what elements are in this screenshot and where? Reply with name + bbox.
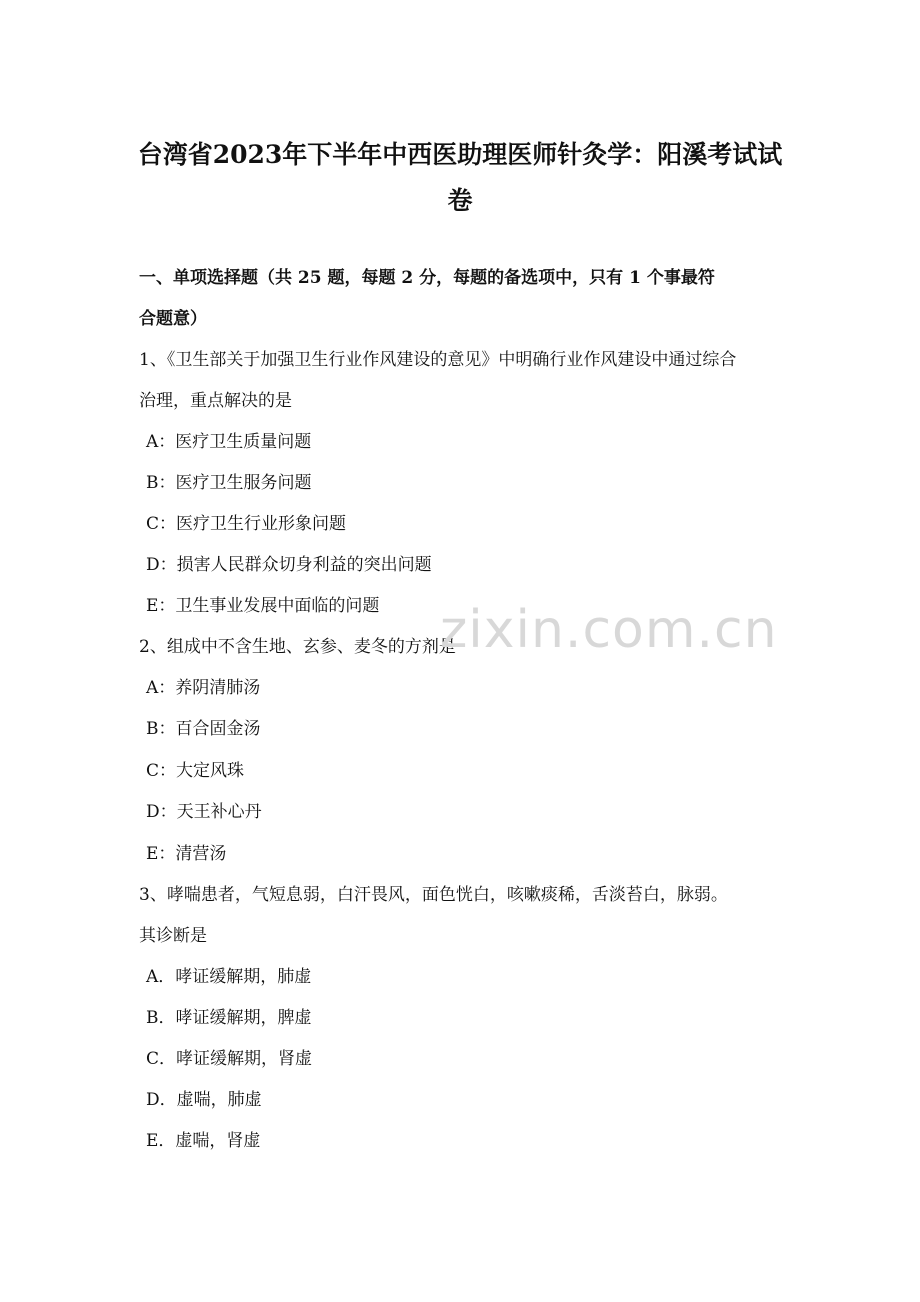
question-3-option-b: B．哮证缓解期，脾虚	[146, 1008, 312, 1028]
question-3-option-d: D．虚喘，肺虚	[146, 1090, 262, 1110]
question-1-option-b: B：医疗卫生服务问题	[146, 473, 312, 493]
section-heading-line-1: 一、单项选择题（共 25 题，每题 2 分，每题的备选项中，只有 1 个事最符	[139, 268, 715, 288]
document-title	[120, 136, 800, 220]
question-1-option-a: A：医疗卫生质量问题	[146, 432, 312, 452]
question-1-option-c: C：医疗卫生行业形象问题	[146, 514, 347, 534]
question-1-option-d: D：损害人民群众切身利益的突出问题	[146, 555, 432, 575]
question-2-option-d: D：天王补心丹	[146, 802, 262, 822]
title-line-1: 台湾省2023年下半年中西医助理医师针灸学：阳溪考试试	[137, 140, 783, 169]
question-3-option-c: C．哮证缓解期，肾虚	[146, 1049, 313, 1069]
question-1-option-e: E：卫生事业发展中面临的问题	[146, 596, 380, 616]
question-1-stem-line-1: 1、《卫生部关于加强卫生行业作风建设的意见》中明确行业作风建设中通过综合	[139, 350, 737, 370]
question-2-option-c: C：大定风珠	[146, 761, 245, 781]
question-3-stem-line-1: 3、哮喘患者，气短息弱，白汗畏风，面色恍白，咳嗽痰稀，舌淡苔白，脉弱。	[139, 885, 728, 905]
section-heading-line-2: 合题意）	[139, 309, 207, 329]
question-1-stem-line-2: 治理，重点解决的是	[139, 391, 292, 411]
watermark: zixin.com.cn	[440, 600, 778, 660]
question-2-stem: 2、组成中不含生地、玄参、麦冬的方剂是	[139, 637, 456, 657]
question-3-stem-line-2: 其诊断是	[139, 926, 207, 946]
question-3-option-a: A．哮证缓解期，肺虚	[146, 967, 312, 987]
title-line-2: 卷	[447, 186, 473, 215]
question-2-option-a: A：养阴清肺汤	[146, 678, 261, 698]
question-2-option-e: E：清营汤	[146, 844, 227, 864]
question-2-option-b: B：百合固金汤	[146, 719, 261, 739]
question-3-option-e: E．虚喘，肾虚	[146, 1131, 261, 1151]
